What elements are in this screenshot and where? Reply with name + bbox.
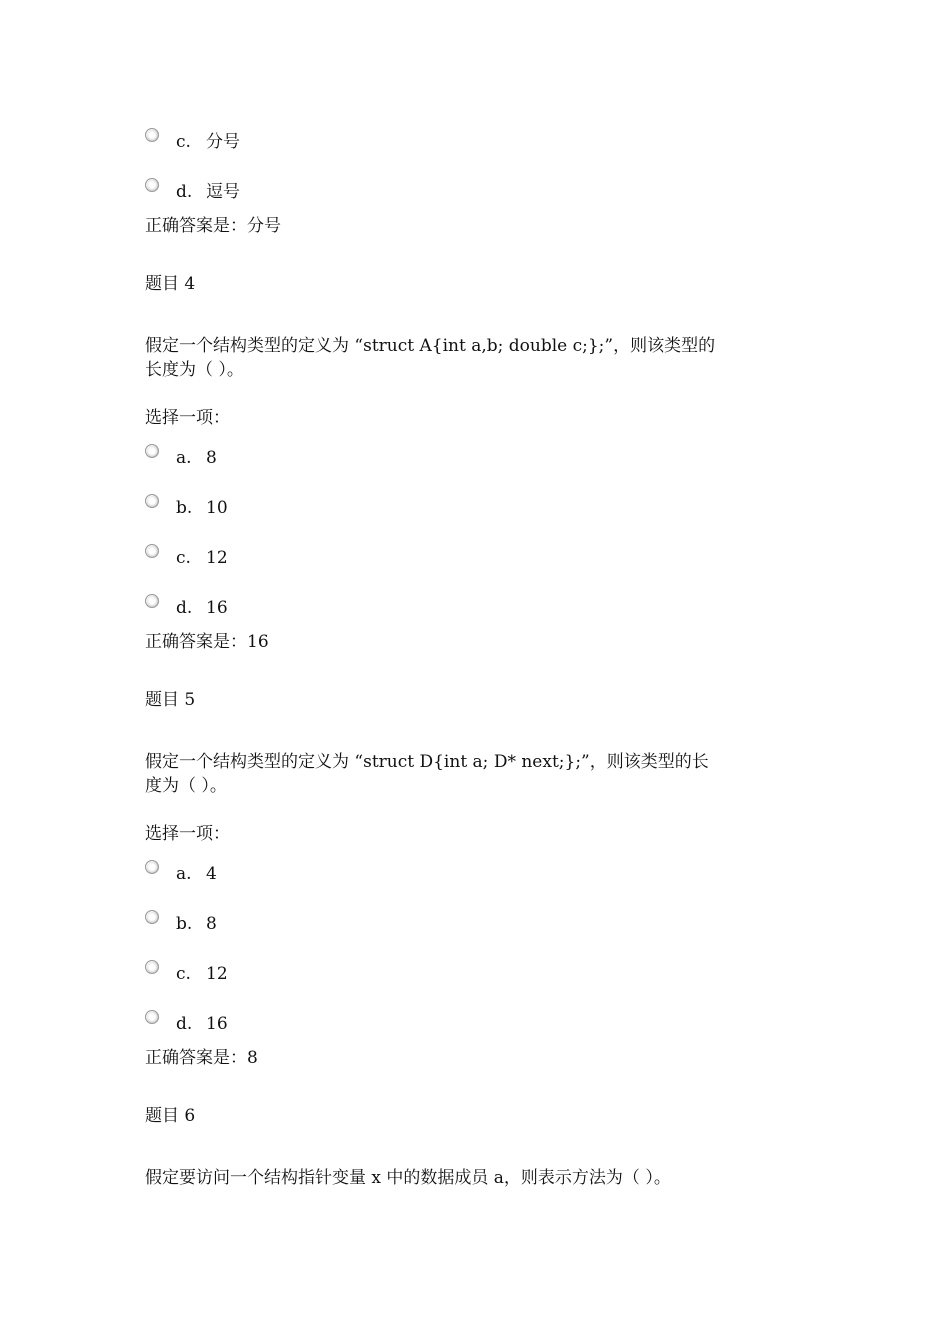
q3-correct-answer: 正确答案是：分号	[145, 216, 281, 236]
option-text: 4	[206, 864, 217, 884]
option-letter: a.	[176, 864, 192, 884]
radio-q4-option-a[interactable]	[145, 444, 159, 458]
option-letter: a.	[176, 448, 192, 468]
q6-title: 题目 6	[145, 1106, 196, 1126]
q5-option-b-label	[176, 912, 217, 936]
option-text: 12	[206, 548, 228, 568]
q5-stem-line1: 假定一个结构类型的定义为 “struct D{int a; D* next;};”，则该类型的长	[145, 752, 709, 772]
radio-q3-option-d[interactable]	[145, 178, 159, 192]
option-text: 10	[206, 498, 228, 518]
q3-option-d-label	[176, 180, 240, 204]
option-letter: d.	[176, 182, 193, 202]
radio-q3-option-c[interactable]	[145, 128, 159, 142]
option-text: 逗号	[206, 182, 240, 202]
radio-q5-option-a[interactable]	[145, 860, 159, 874]
option-letter: c.	[176, 132, 191, 152]
option-letter: b.	[176, 498, 193, 518]
q5-option-a-label	[176, 862, 217, 886]
radio-q4-option-c[interactable]	[145, 544, 159, 558]
q4-title: 题目 4	[145, 274, 196, 294]
option-letter: b.	[176, 914, 193, 934]
q5-select-prompt: 选择一项：	[145, 824, 230, 844]
radio-q4-option-d[interactable]	[145, 594, 159, 608]
radio-q4-option-b[interactable]	[145, 494, 159, 508]
option-letter: d.	[176, 598, 193, 618]
q4-option-b-label	[176, 496, 228, 520]
q4-stem-line2: 长度为（ ）。	[145, 360, 244, 380]
q4-select-prompt: 选择一项：	[145, 408, 230, 428]
option-text: 分号	[206, 132, 240, 152]
q4-option-d-label	[176, 596, 228, 620]
q5-option-d-label	[176, 1012, 228, 1036]
option-letter: c.	[176, 548, 191, 568]
option-text: 12	[206, 964, 228, 984]
q5-option-c-label	[176, 962, 228, 986]
q3-option-c-label	[176, 130, 240, 154]
q6-stem-line1: 假定要访问一个结构指针变量 x 中的数据成员 a，则表示方法为（ ）。	[145, 1168, 671, 1188]
option-text: 16	[206, 1014, 228, 1034]
q4-option-c-label	[176, 546, 228, 570]
q4-option-a-label	[176, 446, 217, 470]
option-text: 8	[206, 448, 217, 468]
radio-q5-option-d[interactable]	[145, 1010, 159, 1024]
option-letter: d.	[176, 1014, 193, 1034]
option-text: 16	[206, 598, 228, 618]
q5-stem-line2: 度为（ ）。	[145, 776, 227, 796]
q5-correct-answer: 正确答案是：8	[145, 1048, 258, 1068]
q4-stem-line1: 假定一个结构类型的定义为 “struct A{int a,b; double c;};”，则该类型的	[145, 336, 716, 356]
radio-q5-option-c[interactable]	[145, 960, 159, 974]
option-text: 8	[206, 914, 217, 934]
radio-q5-option-b[interactable]	[145, 910, 159, 924]
option-letter: c.	[176, 964, 191, 984]
q5-title: 题目 5	[145, 690, 196, 710]
q4-correct-answer: 正确答案是：16	[145, 632, 269, 652]
